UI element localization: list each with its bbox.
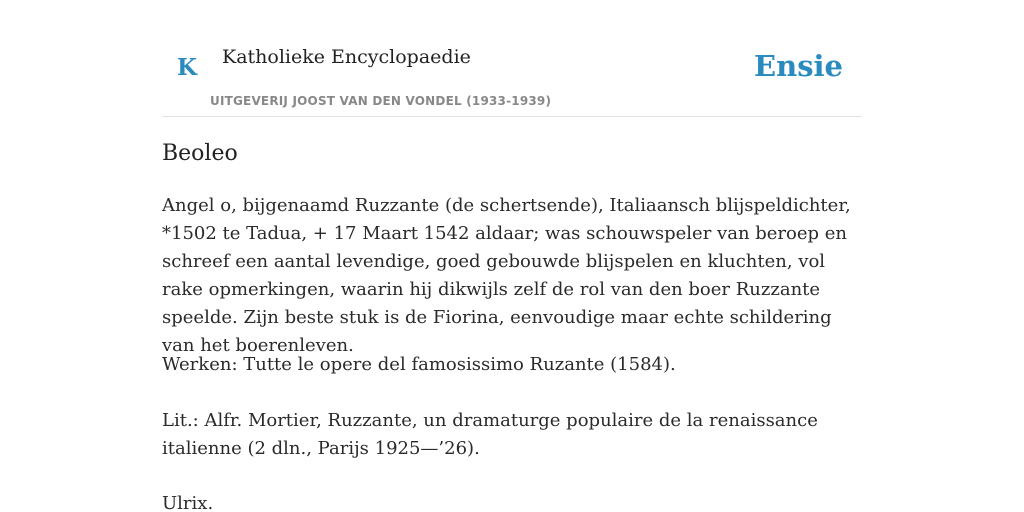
- author-signature: Ulrix.: [162, 493, 214, 512]
- site-header: [162, 0, 862, 117]
- logo-icon[interactable]: K: [177, 54, 197, 81]
- works-paragraph: Werken: Tutte le opere del famosissimo Ruzante (1584).: [162, 354, 676, 375]
- article-title: Beoleo: [162, 141, 238, 166]
- article-paragraph: Angel o, bijgenaamd Ruzzante (de schertsende), Italiaansch blijspeldichter, *1502 te Tadua, + 17 Maart 1542 aldaar; was schouwspeler van beroep en schreef een aantal levendige, goed gebouwde blijspelen en kluchten, vol rake opmerkingen, waarin hij dikwijls zelf de rol van den boer Ruzzante speelde. Zijn beste stuk is de Fiorina, eenvoudige maar echte schildering van het boerenleven.: [162, 195, 851, 356]
- encyclopedia-title[interactable]: Katholieke Encyclopaedie: [222, 46, 471, 68]
- ensie-brand-link[interactable]: Ensie: [754, 49, 843, 83]
- publisher-label: UITGEVERIJ JOOST VAN DEN VONDEL (1933-1939): [210, 94, 552, 108]
- literature-paragraph: Lit.: Alfr. Mortier, Ruzzante, un dramaturge populaire de la renaissance italienne (2 dln., Parijs 1925—’26).: [162, 410, 818, 459]
